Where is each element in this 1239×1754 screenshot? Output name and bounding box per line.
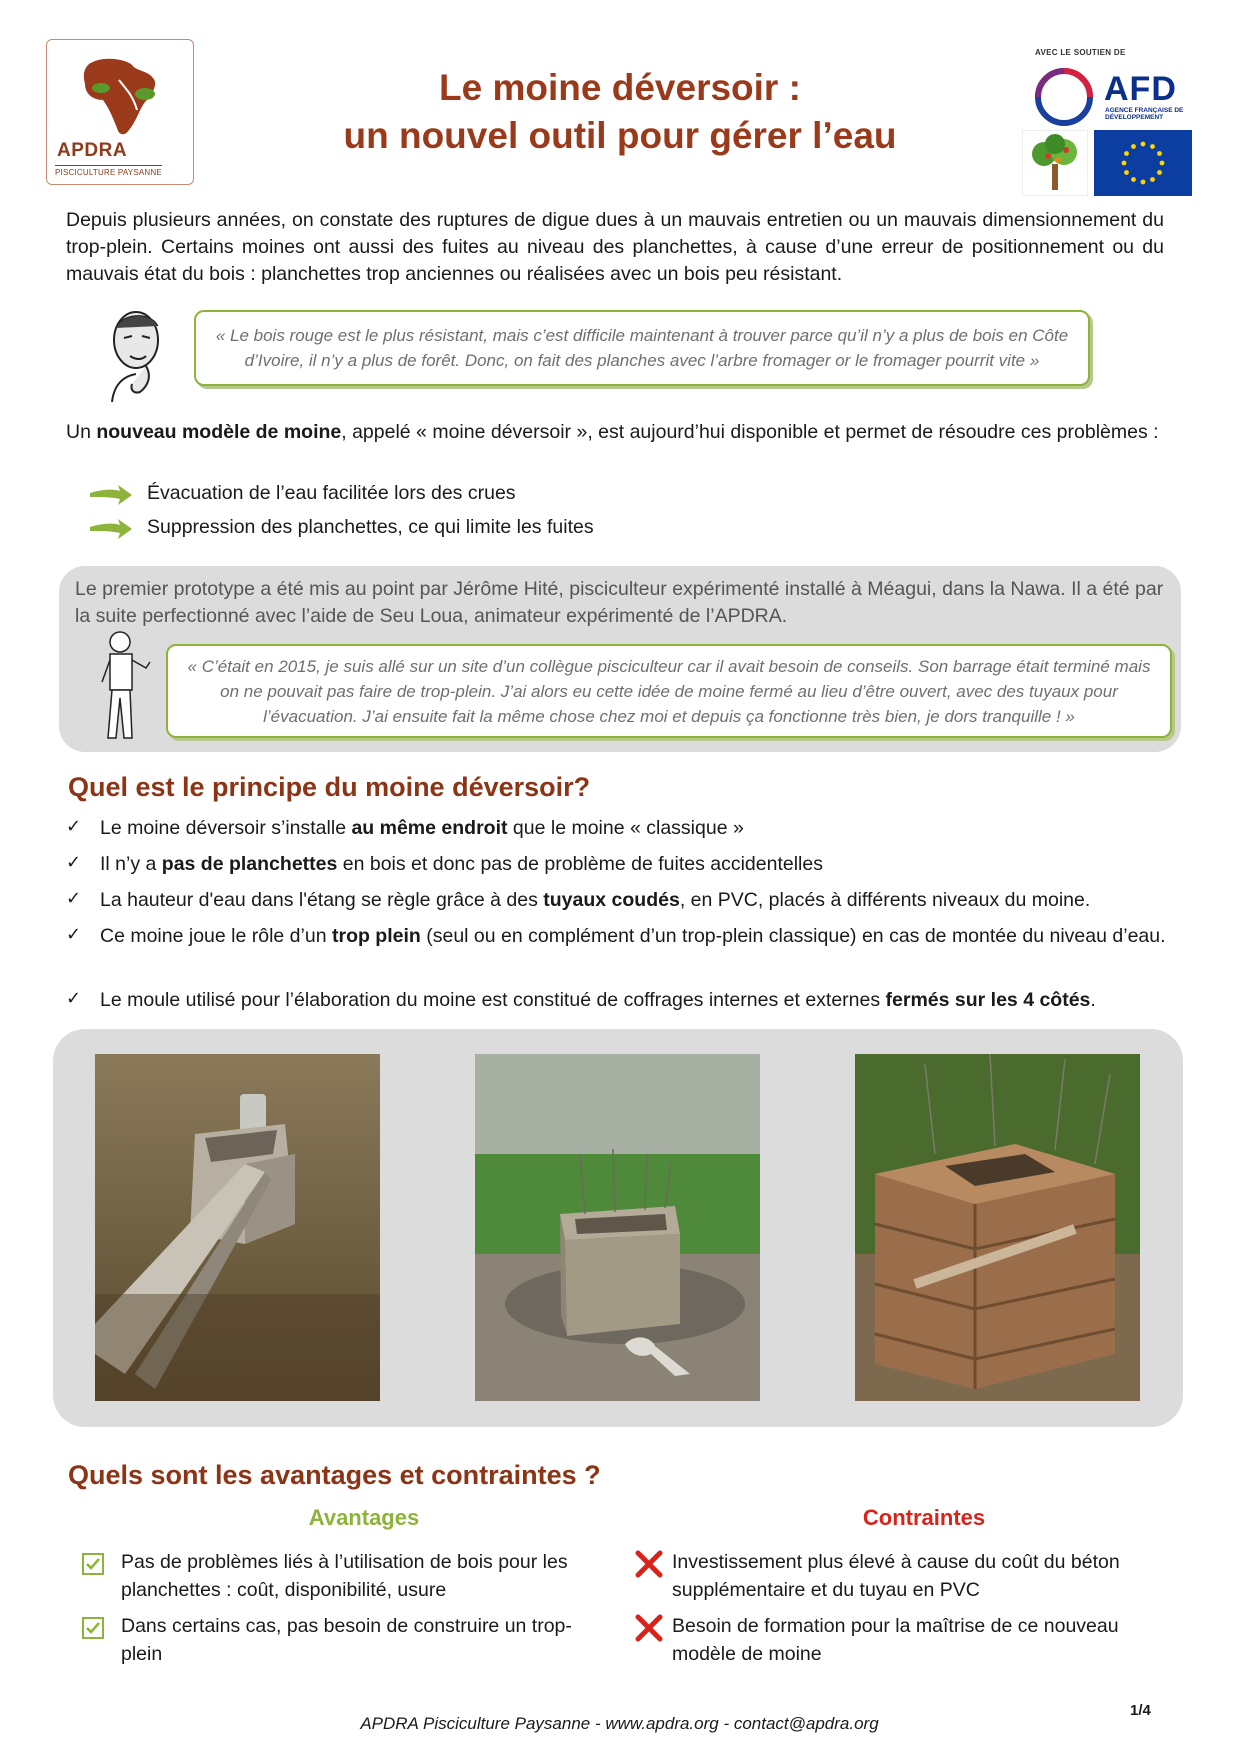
- section-title-tradeoffs: Quels sont les avantages et contraintes ?: [68, 1460, 601, 1490]
- principle-post: que le moine « classique »: [507, 817, 744, 839]
- apdra-logo: [46, 39, 194, 185]
- model-paragraph: [66, 419, 1164, 446]
- page-title: [230, 64, 1010, 160]
- constraint-item: Besoin de formation pour la maîtrise de ce nouveau modèle de moine: [672, 1615, 1119, 1665]
- africa-map-icon: [67, 50, 177, 145]
- check-icon: ✓: [66, 988, 82, 1009]
- photo-moine-on-site: [475, 1054, 760, 1401]
- principle-post: , en PVC, placés à différents niveaux du moine.: [679, 889, 1091, 911]
- afd-name: AFD: [1104, 70, 1177, 108]
- constraint-item: Investissement plus élevé à cause du coût du béton supplémentaire et du tuyau en PVC: [672, 1551, 1120, 1601]
- principle-bold: tuyaux coudés: [543, 889, 680, 911]
- apdra-brand: APDRA: [57, 140, 128, 161]
- model-bold: nouveau modèle de moine: [96, 421, 342, 443]
- model-pre: Un: [66, 421, 97, 443]
- check-icon: ✓: [66, 852, 82, 873]
- advantage-item: Dans certains cas, pas besoin de construire un trop-plein: [121, 1615, 572, 1665]
- prototype-text: Le premier prototype a été mis au point par Jérôme Hité, pisciculteur expérimenté installé à Méagui, dans la Nawa. Il a été par la suite perfectionné avec l’aide de Seu Loua, animateur expérimenté de l’APDRA.: [75, 578, 1164, 627]
- afd-logo-icon: [1033, 66, 1095, 128]
- quote-wood: « Le bois rouge est le plus résistant, mais c’est difficile maintenant à trouver parce qu’il n’y a plus de bois en Côte d’Ivoire, il n’y a plus de forêt. Donc, on fait des planches avec l’arbre fromager or le fromager pourrit vite »: [194, 310, 1090, 386]
- principle-post: en bois et donc pas de problème de fuites accidentelles: [337, 853, 823, 875]
- afd-subtitle: AGENCE FRANÇAISE DE DÉVELOPPEMENT: [1105, 107, 1184, 121]
- thinking-man-icon: [100, 306, 176, 402]
- principle-item: [100, 923, 1175, 950]
- title-line-1: Le moine déversoir :: [439, 67, 801, 108]
- principle-bold: au même endroit: [351, 817, 508, 839]
- sponsor-caption: AVEC LE SOUTIEN DE: [1035, 48, 1126, 57]
- photo-moine-formwork: [855, 1054, 1140, 1401]
- bullet-item: Suppression des planchettes, ce qui limite les fuites: [147, 516, 594, 538]
- principle-bold: trop plein: [331, 925, 421, 947]
- principle-pre: Il n’y a: [100, 853, 162, 875]
- tree-logo-icon: [1022, 130, 1088, 196]
- title-line-2: un nouvel outil pour gérer l’eau: [343, 115, 897, 156]
- principle-item: [100, 987, 1175, 1014]
- principle-post: .: [1090, 989, 1096, 1011]
- check-icon: ✓: [66, 924, 82, 945]
- section-title-principle: Quel est le principe du moine déversoir?: [68, 772, 591, 802]
- principle-item: [100, 851, 1175, 878]
- principle-bold: fermés sur les 4 côtés: [885, 989, 1091, 1011]
- eu-stars-icon: [1094, 130, 1192, 196]
- principle-pre: La hauteur d'eau dans l'étang se règle grâce à des: [100, 889, 544, 911]
- model-post: , appelé « moine déversoir », est aujourd’hui disponible et permet de résoudre ces problèmes :: [341, 421, 1159, 443]
- principle-bold: pas de planchettes: [161, 853, 338, 875]
- principle-item: [100, 815, 1175, 842]
- footer-contact: APDRA Pisciculture Paysanne - www.apdra.org - contact@apdra.org: [360, 1714, 879, 1733]
- eu-flag: [1094, 130, 1192, 196]
- photo-moine-in-water: [95, 1054, 380, 1401]
- principle-post: (seul ou en complément d’un trop-plein classique) en cas de montée du niveau d’eau.: [420, 925, 1166, 947]
- farmer-figure-icon: [98, 628, 154, 748]
- apdra-tagline: PISCICULTURE PAYSANNE: [55, 165, 162, 177]
- checkbox-checked-icon: [82, 1553, 104, 1575]
- principle-pre: Le moule utilisé pour l’élaboration du moine est constitué de coffrages internes et externes: [100, 989, 886, 1011]
- red-cross-icon: [634, 1613, 664, 1643]
- bullet-item: Évacuation de l’eau facilitée lors des crues: [147, 482, 516, 504]
- page-number: 1/4: [1130, 1702, 1151, 1719]
- quote-inventor: « C’était en 2015, je suis allé sur un site d’un collègue pisciculteur car il avait besoin de conseils. Son barrage était terminé mais on ne pouvait pas faire de trop-plein. J’ai alors eu cette idée de moine fermé au lieu d’être ouvert, avec des tuyaux pour l’évacuation. J’ai ensuite fait la même chose chez moi et depuis ça fonctionne très bien, je dors tranquille ! »: [166, 644, 1172, 738]
- advantage-item: Pas de problèmes liés à l’utilisation de bois pour les planchettes : coût, disponibilité, usure: [121, 1551, 568, 1601]
- arrow-bullet-icon: [90, 485, 132, 505]
- advantages-heading: Avantages: [308, 1505, 420, 1530]
- check-icon: ✓: [66, 816, 82, 837]
- constraints-heading: Contraintes: [862, 1505, 986, 1530]
- principle-item: [100, 887, 1175, 914]
- check-icon: ✓: [66, 888, 82, 909]
- principle-pre: Ce moine joue le rôle d’un: [100, 925, 332, 947]
- red-cross-icon: [634, 1549, 664, 1579]
- arrow-bullet-icon: [90, 519, 132, 539]
- intro-paragraph: Depuis plusieurs années, on constate des ruptures de digue dues à un mauvais entretien ou un mauvais dimensionnement du trop-plein. Certains moines ont aussi des fuites au niveau des planchettes, à cause d’une erreur de positionnement ou du mauvais état du bois : planchettes trop anciennes ou réalisées avec un bois peu résistant.: [66, 209, 1164, 285]
- checkbox-checked-icon: [82, 1617, 104, 1639]
- principle-pre: Le moine déversoir s’installe: [100, 817, 352, 839]
